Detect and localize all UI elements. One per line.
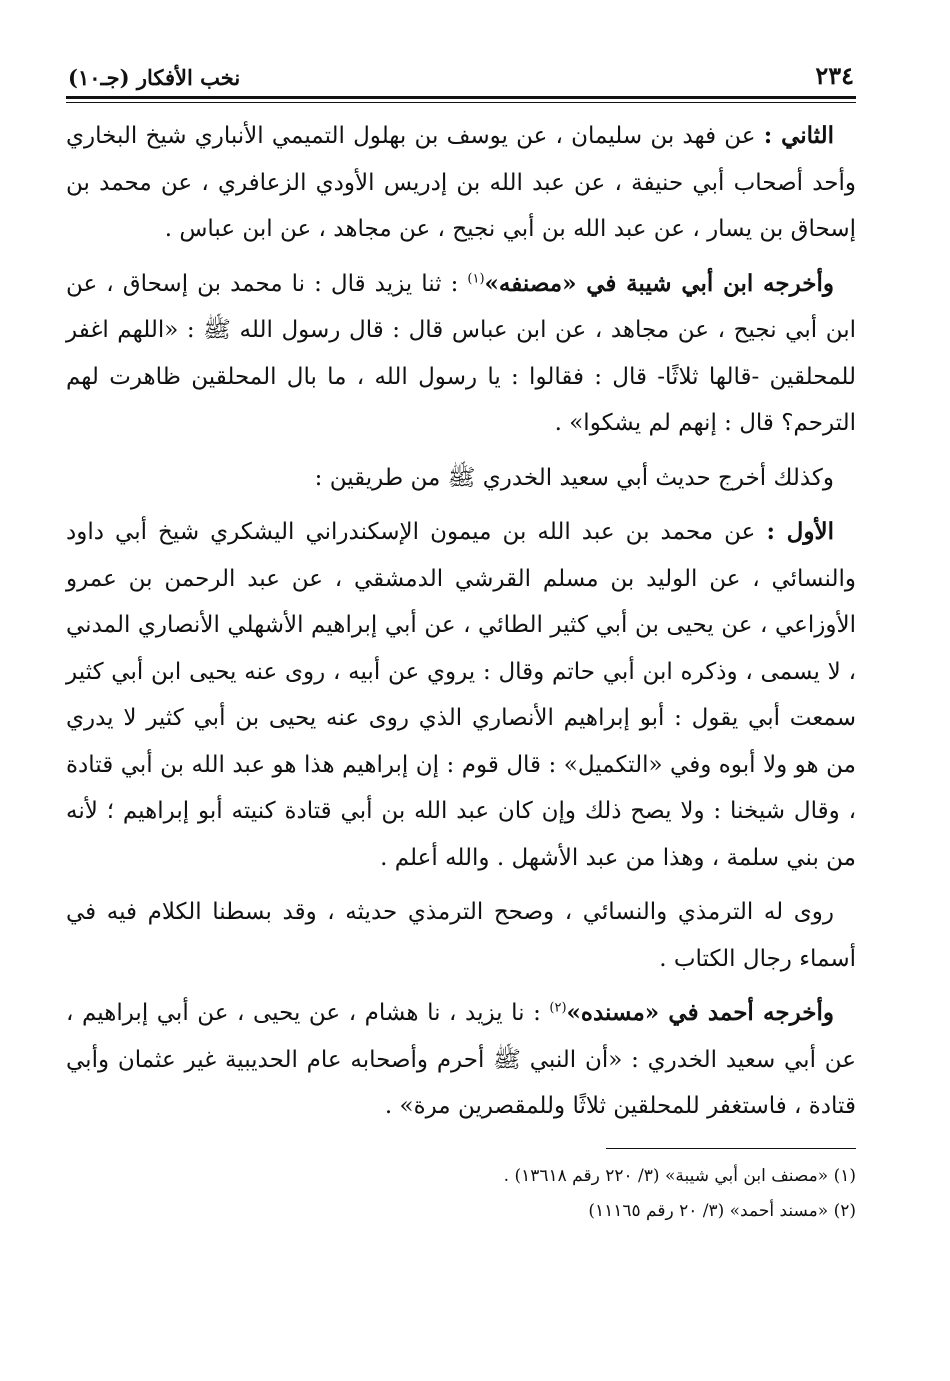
paragraph-second-chain xyxy=(66,113,856,253)
footnote-separator xyxy=(606,1148,856,1149)
footnote-2: (٢) «مسند أحمد» (٣/ ٢٠ رقم ١١١٦٥) xyxy=(588,1200,856,1221)
paragraph-first-chain xyxy=(66,509,856,881)
body-text xyxy=(66,113,856,1130)
paragraph-text: : ثنا يزيد قال : نا محمد بن إسحاق ، عن ابن أبي نجيح ، عن مجاهد ، عن ابن عباس قال : قال رسول الله ﷺ : «اللهم اغفر للمحلقين -قالها ثلاثًا- قال : فقالوا : يا رسول الله ، ما بال المحلقين ظاهرت لهم الترحم؟ قال : إنهم لم يشكوا» . xyxy=(66,270,856,436)
paragraph-lead: وأخرجه ابن أبي شيبة في «مصنفه» xyxy=(484,269,834,297)
header-rule-thin xyxy=(66,102,856,103)
paragraph-text: وكذلك أخرج حديث أبي سعيد الخدري ﷺ من طريقين : xyxy=(314,464,834,491)
footnote-ref: (١) xyxy=(467,270,485,286)
page-header xyxy=(66,52,856,94)
paragraph-text: عن فهد بن سليمان ، عن يوسف بن بهلول التميمي الأنباري شيخ البخاري وأحد أصحاب أبي حنيفة ، عن عبد الله بن إدريس الأودي الزعافري ، عن محمد بن إسحاق بن يسار ، عن عبد الله بن أبي نجيح ، عن مجاهد ، عن ابن عباس . xyxy=(66,123,856,242)
paragraph-lead: الأول : xyxy=(766,518,835,545)
paragraph-tirmidhi-note xyxy=(66,889,856,982)
paragraph-ibn-abi-shaybah xyxy=(66,261,856,447)
running-title: نخب الأفكار (جـ١٠) xyxy=(68,65,241,90)
footnotes xyxy=(66,1159,856,1229)
book-page xyxy=(66,52,856,1229)
header-rule-thick xyxy=(66,96,856,99)
paragraph-text: عن محمد بن عبد الله بن ميمون الإسكندراني اليشكري شيخ أبي داود والنسائي ، عن الوليد بن مسلم القرشي الدمشقي ، عن عبد الرحمن بن عمرو الأوزاعي ، عن يحيى بن أبي كثير الطائي ، عن أبي إبراهيم الأشهلي الأنصاري المدني ، لا يسمى ، وذكره ابن أبي حاتم وقال : يروي عن أبيه ، روى عنه يحيى ابن أبي كثير سمعت أبي يقول : أبو إبراهيم الأنصاري الذي روى عنه يحيى بن أبي كثير لا يدري من هو ولا أبوه وفي «التكميل» : قال قوم : إن إبراهيم هذا هو عبد الله بن أبي قتادة ، وقال شيخنا : ولا يصح ذلك وإن كان عبد الله بن أبي قتادة كنيته أبو إبراهيم ؛ لأنه من بني سلمة ، وهذا من عبد الأشهل . والله أعلم . xyxy=(66,519,856,871)
footnote-1: (١) «مصنف ابن أبي شيبة» (٣/ ٢٢٠ رقم ١٣٦١٨) . xyxy=(503,1165,856,1186)
footnote-ref: (٢) xyxy=(549,1000,567,1016)
paragraph-ahmad xyxy=(66,990,856,1130)
paragraph-lead: الثاني : xyxy=(763,122,834,149)
paragraph-abu-saeed-intro xyxy=(66,455,856,502)
paragraph-text: : نا يزيد ، نا هشام ، عن يحيى ، عن أبي إبراهيم ، عن أبي سعيد الخدري : «أن النبي ﷺ أحرم وأصحابه عام الحديبية غير عثمان وأبي قتادة ، فاستغفر للمحلقين ثلاثًا وللمقصرين مرة» . xyxy=(66,1000,856,1119)
page-number: ٢٣٤ xyxy=(815,61,854,90)
paragraph-lead: وأخرجه أحمد في «مسنده» xyxy=(566,999,835,1026)
paragraph-text: روى له الترمذي والنسائي ، وصحح الترمذي حديثه ، وقد بسطنا الكلام فيه في أسماء رجال الكتاب . xyxy=(66,899,856,972)
